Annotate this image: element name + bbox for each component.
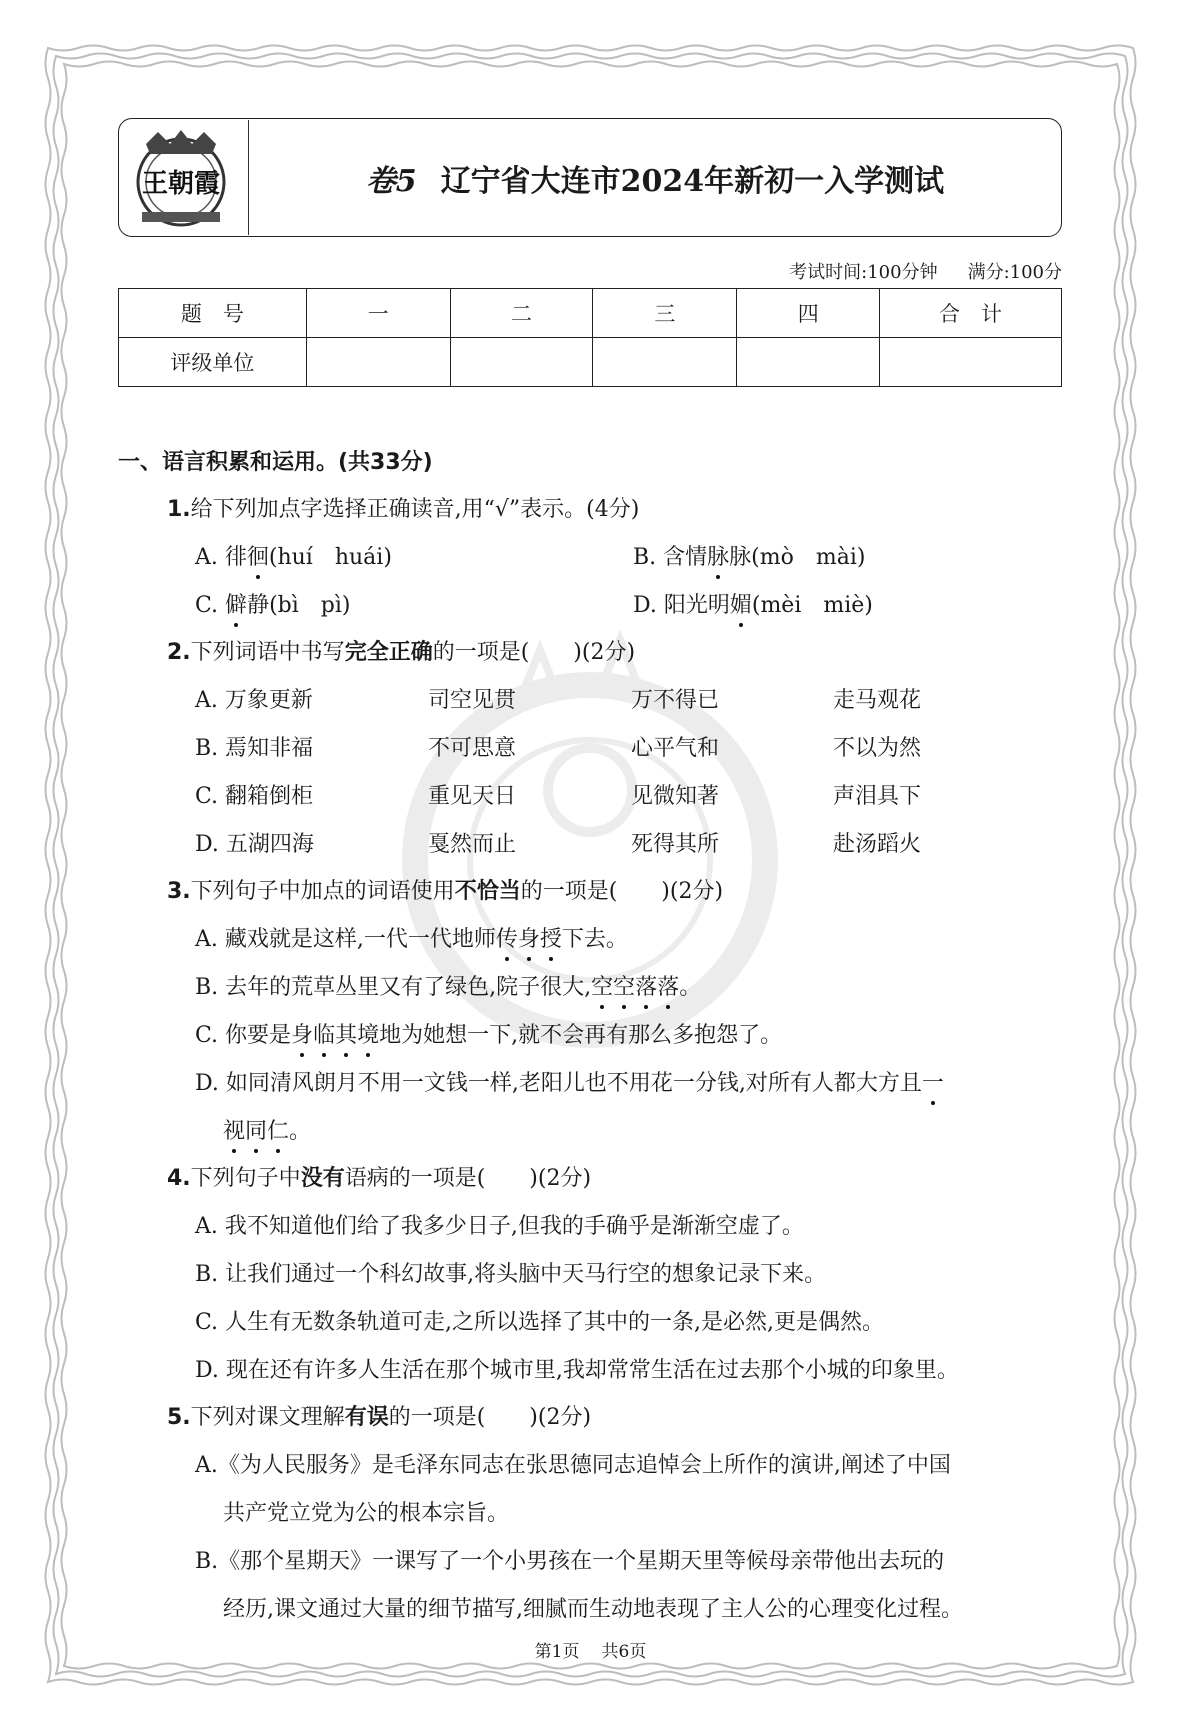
grade-cell	[880, 338, 1062, 387]
question-emphasis: 没有	[300, 1166, 345, 1191]
grade-row-label: 评级单位	[119, 338, 307, 387]
word: 声泪具下	[833, 784, 922, 809]
word: D. 五湖四海	[195, 832, 314, 857]
page-footer	[0, 1637, 1181, 1662]
q3-option-a	[195, 922, 628, 953]
publisher-logo	[128, 124, 234, 230]
option-text: (huí huái)	[268, 545, 392, 570]
q2-row-a	[833, 683, 921, 714]
page-number: 第1页	[534, 1642, 580, 1662]
question-number: 1.	[167, 497, 191, 522]
option-text: 。	[289, 1119, 312, 1144]
q2-row-b	[195, 731, 313, 762]
score-header-cell: 四	[737, 289, 880, 338]
question-number: 2.	[167, 640, 191, 665]
exam-info	[600, 258, 1062, 284]
option-text: C. 你要是	[195, 1023, 292, 1048]
question-text: 的一项是( )(2分)	[432, 640, 636, 665]
q2-row-c	[195, 779, 313, 810]
option-text: D. 如同清风朗月不用一文钱一样,老阳儿也不用花一分钱,对所有人都大方且	[195, 1071, 922, 1096]
volume-label: 卷5	[365, 164, 417, 199]
question-5	[167, 1400, 591, 1431]
question-4	[167, 1161, 591, 1192]
q4-option-b: B. 让我们通过一个科幻故事,将头脑中天马行空的想象记录下来。	[195, 1262, 827, 1287]
q3-option-d	[195, 1066, 944, 1097]
word: 司空见贯	[428, 688, 517, 713]
score-table-header-row	[119, 289, 1062, 338]
option-text: C.	[195, 593, 226, 618]
question-emphasis: 有误	[344, 1405, 389, 1430]
dotted-char: 空	[613, 970, 635, 1001]
logo-text: 王朝霞	[141, 169, 221, 199]
question-text: 下列句子中加点的词语使用	[190, 879, 455, 904]
dotted-char: 一	[922, 1066, 944, 1097]
question-3	[167, 874, 723, 905]
option-text: 脉(mò mài)	[729, 545, 866, 570]
exam-title: 辽宁省大连市2024年新初一入学测试	[440, 164, 945, 199]
q4-option-a: A. 我不知道他们给了我多少日子,但我的手确乎是渐渐空虚了。	[195, 1214, 804, 1239]
question-text: 的一项是( )(2分)	[520, 879, 724, 904]
word: 戛然而止	[428, 832, 517, 857]
word: 见微知著	[631, 784, 720, 809]
word: 赴汤蹈火	[833, 832, 922, 857]
q5-option-b: B.《那个星期天》一课写了一个小男孩在一个星期天里等候母亲带他出去玩的	[195, 1549, 945, 1574]
score-header-cell: 三	[593, 289, 737, 338]
question-text: 给下列加点字选择正确读音,用“√”表示。(4分)	[190, 497, 640, 522]
q2-row-d	[428, 827, 516, 858]
q4-option-c: C. 人生有无数条轨道可走,之所以选择了其中的一条,是必然,更是偶然。	[195, 1310, 885, 1335]
option-text: B. 去年的荒草丛里又有了绿色,院子很大,	[195, 975, 592, 1000]
q2-row-b	[631, 731, 719, 762]
question-number: 4.	[167, 1166, 191, 1191]
q1-option-c	[195, 588, 350, 619]
dotted-char: 身	[518, 922, 540, 953]
page-total: 共6页	[601, 1642, 647, 1662]
word: A. 万象更新	[195, 688, 313, 713]
q5-option-a-cont: 共产党立党为公的根本宗旨。	[223, 1501, 510, 1526]
q2-row-c	[631, 779, 719, 810]
grade-cell	[450, 338, 593, 387]
q2-row-b	[428, 731, 516, 762]
q1-option-a	[195, 540, 392, 571]
option-text: B. 含情	[633, 545, 708, 570]
full-score: 满分:100分	[967, 262, 1062, 283]
q2-row-d	[833, 827, 921, 858]
exam-time: 考试时间:100分钟	[789, 262, 938, 283]
question-1	[167, 492, 639, 523]
dotted-char: 僻	[225, 588, 247, 619]
question-text: 下列对课文理解	[190, 1405, 345, 1430]
dotted-char: 脉	[707, 540, 729, 571]
question-text: 的一项是( )(2分)	[388, 1405, 592, 1430]
q5-option-a: A.《为人民服务》是毛泽东同志在张思德同志追悼会上所作的演讲,阐述了中国	[195, 1453, 951, 1478]
q2-row-b	[833, 731, 921, 762]
dotted-char: 其	[335, 1018, 357, 1049]
question-number: 3.	[167, 879, 191, 904]
option-text: A. 徘	[195, 545, 247, 570]
option-text: 静(bì pì)	[247, 593, 351, 618]
q3-option-c	[195, 1018, 782, 1049]
score-header-cell: 二	[450, 289, 593, 338]
question-emphasis: 不恰当	[454, 879, 521, 904]
dotted-char: 境	[357, 1018, 379, 1049]
dotted-char: 落	[635, 970, 657, 1001]
q2-row-a	[428, 683, 516, 714]
dotted-char: 空	[591, 970, 613, 1001]
word: 万不得已	[631, 688, 720, 713]
q1-option-d	[633, 588, 873, 619]
dotted-char: 落	[657, 970, 679, 1001]
question-text: 语病的一项是( )(2分)	[344, 1166, 592, 1191]
header-divider	[248, 120, 249, 235]
word: 心平气和	[631, 736, 720, 761]
word: 不以为然	[833, 736, 922, 761]
dotted-char: 临	[313, 1018, 335, 1049]
word: 重见天日	[428, 784, 517, 809]
q2-row-c	[428, 779, 516, 810]
option-text: A. 藏戏就是这样,一代一代地师	[195, 927, 496, 952]
q2-row-d	[195, 827, 314, 858]
question-text: 下列词语中书写	[190, 640, 345, 665]
grade-cell	[593, 338, 737, 387]
word: C. 翻箱倒柜	[195, 784, 314, 809]
dotted-char: 授	[540, 922, 562, 953]
word: 死得其所	[631, 832, 720, 857]
word: 走马观花	[833, 688, 922, 713]
q2-row-d	[631, 827, 719, 858]
q4-option-d: D. 现在还有许多人生活在那个城市里,我却常常生活在过去那个小城的印象里。	[195, 1358, 959, 1383]
score-header-cell: 题 号	[119, 289, 307, 338]
option-text: 地为她想一下,就不会再有那么多抱怨了。	[379, 1023, 783, 1048]
q1-option-b	[633, 540, 865, 571]
option-text: 下去。	[561, 927, 628, 952]
question-2	[167, 635, 635, 666]
dotted-char: 身	[291, 1018, 313, 1049]
dotted-char: 媚	[730, 588, 752, 619]
dotted-char: 视	[223, 1114, 245, 1145]
question-number: 5.	[167, 1405, 191, 1430]
q3-option-b	[195, 970, 701, 1001]
score-header-cell: 一	[306, 289, 450, 338]
dotted-char: 传	[496, 922, 518, 953]
page-title	[250, 156, 1060, 200]
score-header-cell: 合 计	[880, 289, 1062, 338]
question-text: 下列句子中	[190, 1166, 301, 1191]
grade-cell	[737, 338, 880, 387]
word: 不可思意	[428, 736, 517, 761]
q2-row-a	[631, 683, 719, 714]
option-text: (mèi miè)	[751, 593, 873, 618]
dotted-char: 同	[245, 1114, 267, 1145]
option-text: 。	[679, 975, 702, 1000]
q5-option-b-cont: 经历,课文通过大量的细节描写,细腻而生动地表现了主人公的心理变化过程。	[223, 1597, 963, 1622]
question-emphasis: 完全正确	[344, 640, 433, 665]
word: B. 焉知非福	[195, 736, 314, 761]
score-table	[118, 288, 1062, 387]
dotted-char: 徊	[247, 540, 269, 571]
grade-cell	[306, 338, 450, 387]
q2-row-c	[833, 779, 921, 810]
q3-option-d-cont	[223, 1114, 311, 1145]
option-text: D. 阳光明	[633, 593, 730, 618]
q2-row-a	[195, 683, 313, 714]
score-table-grade-row	[119, 338, 1062, 387]
section-title: 一、语言积累和运用。(共33分)	[118, 450, 433, 475]
dotted-char: 仁	[267, 1114, 289, 1145]
